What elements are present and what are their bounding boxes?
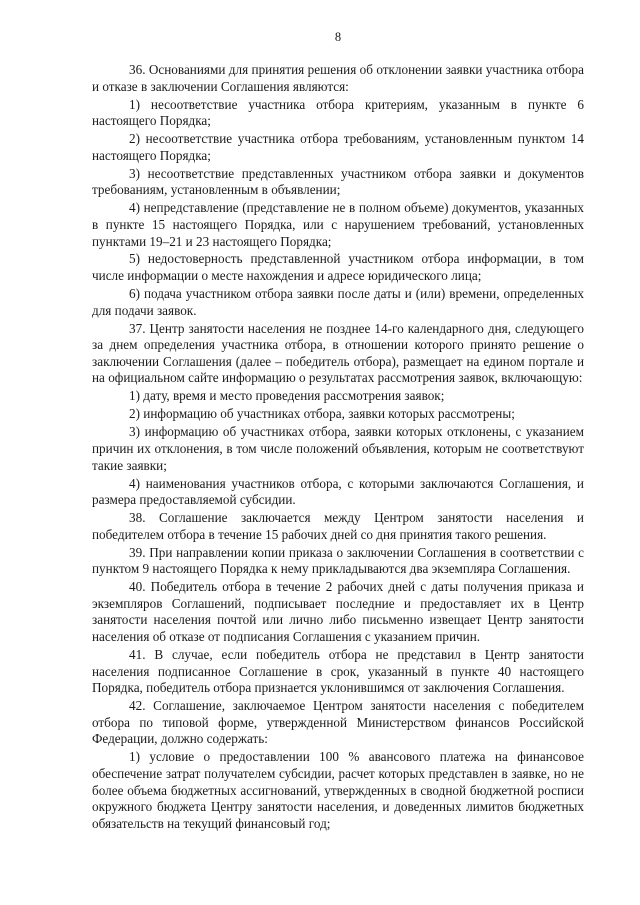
paragraph-36-item-2: 2) несоответствие участника отбора требованиям, установленным пунктом 14 настоящего Порядка;	[92, 131, 584, 163]
paragraph-38: 38. Соглашение заключается между Центром занятости населения и победителем отбора в течение 15 рабочих дней со дня принятия такого решения.	[92, 510, 584, 542]
paragraph-39: 39. При направлении копии приказа о заключении Соглашения в соответствии с пунктом 9 настоящего Порядка к нему прикладываются два экземпляра Соглашения.	[92, 544, 584, 577]
paragraph-40: 40. Победитель отбора в течение 2 рабочих дней с даты получения приказа и экземпляров Соглашений, подписывает последние и предоставляет их в Центр занятости населения почтой или лично либо письменно извещает Центр занятости населения об отказе от подписания Соглашения с указанием причин.	[92, 579, 584, 645]
page-number: 8	[334, 30, 342, 44]
paragraph-36-item-4: 4) непредставление (представление не в полном объеме) документов, указанных в пункте 15 настоящего Порядка, или с нарушением требований, установленных пунктами 19–21 и 23 настоящего Порядка;	[92, 200, 584, 249]
paragraph-36-item-5: 5) недостоверность представленной участником отбора информации, в том числе информации о месте нахождения и адресе юридического лица;	[92, 251, 584, 284]
paragraph-36-item-1: 1) несоответствие участника отбора критериям, указанным в пункте 6 настоящего Порядка;	[92, 96, 584, 129]
paragraph-42: 42. Соглашение, заключаемое Центром занятости населения с победителем отбора по типовой форме, утвержденной Министерством финансов Российской Федерации, должно содержать:	[92, 698, 584, 747]
paragraph-42-item-1: 1) условие о предоставлении 100 % авансового платежа на финансовое обеспечение затрат получателем субсидии, расчет которых представлен в заявке, но не более объема бюджетных ассигнований, утвержденных в сводной бюджетной росписи окружного бюджета Центру занятости населения, и доведенных лимитов бюджетных обязательств на текущий финансовый год;	[92, 749, 584, 831]
paragraph-37-item-3: 3) информацию об участниках отбора, заявки которых отклонены, с указанием причин их отклонения, в том числе положений объявления, которым не соответствуют такие заявки;	[92, 424, 584, 473]
paragraph-37: 37. Центр занятости населения не позднее 14-го календарного дня, следующего за днем определения участника отбора, в отношении которого принято решение о заключении Соглашения (далее – победитель отбора), размещает на едином портале и на официальном сайте информацию о результатах рассмотрения заявок, включающую:	[92, 320, 584, 386]
paragraph-41: 41. В случае, если победитель отбора не представил в Центр занятости населения подписанное Соглашение в срок, указанный в пункте 40 настоящего Порядка, победитель отбора признается уклонившимся от заключения Соглашения.	[92, 647, 584, 696]
paragraph-36: 36. Основаниями для принятия решения об отклонении заявки участника отбора и отказе в заключении Соглашения являются:	[92, 62, 584, 94]
paragraph-36-item-6: 6) подача участником отбора заявки после даты и (или) времени, определенных для подачи заявок.	[92, 286, 584, 318]
paragraph-37-item-1: 1) дату, время и место проведения рассмотрения заявок;	[129, 388, 445, 404]
paragraph-37-item-4: 4) наименования участников отбора, с которыми заключаются Соглашения, и размера предоставляемой субсидии.	[92, 475, 584, 508]
paragraph-36-item-3: 3) несоответствие представленных участником отбора заявки и документов требованиям, установленным в объявлении;	[92, 165, 584, 198]
paragraph-37-item-2: 2) информацию об участниках отбора, заявки которых рассмотрены;	[129, 406, 515, 422]
